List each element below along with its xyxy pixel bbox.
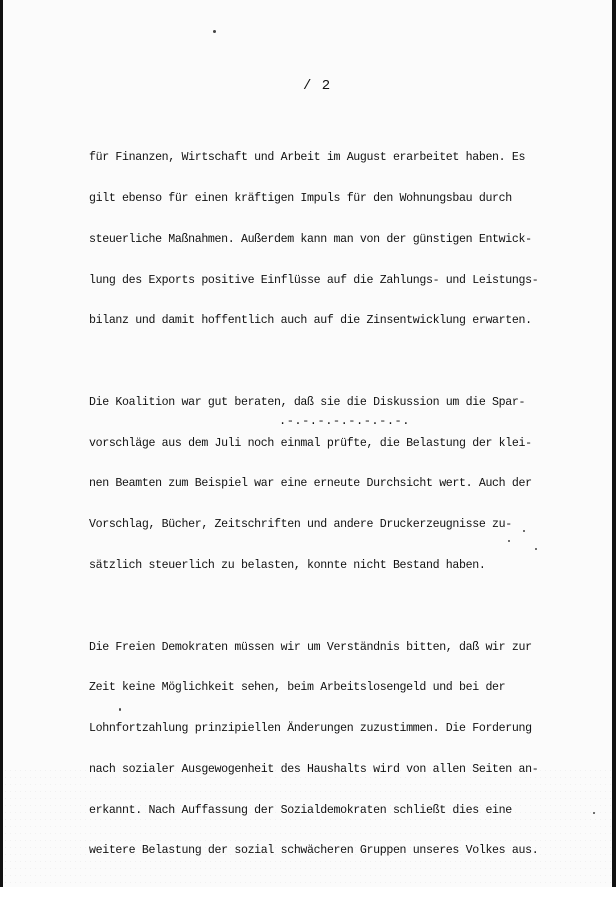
scan-speck [523,530,525,532]
text-line: Zeit keine Möglichkeit sehen, beim Arbeitslosengeld und bei der [89,681,506,695]
text-line: steuerliche Maßnahmen. Außerdem kann man von der günstigen Entwick- [89,232,532,246]
scan-speck [119,708,121,711]
text-line: Die Freien Demokraten müssen wir um Verständnis bitten, daß wir zur [89,640,532,654]
text-line: nen Beamten zum Beispiel war eine erneute Durchsicht wert. Auch der [89,477,532,491]
text-line: Die Koalition war gut beraten, daß sie die Diskussion um die Spar- [89,395,526,409]
text-line: weitere Belastung der sozial schwächeren Gruppen unseres Volkes aus. [89,844,539,858]
text-line: vorschläge aus dem Juli noch einmal prüfte, die Belastung der klei- [89,436,532,450]
text-line: für Finanzen, Wirtschaft und Arbeit im August erarbeitet haben. Es [89,151,526,165]
paragraph-1 [89,124,589,355]
text-line: Lohnfortzahlung prinzipiellen Änderungen zuzustimmen. Die Forderung [89,722,532,736]
scan-grain [3,767,612,887]
text-line: Vorschlag, Bücher, Zeitschriften und andere Druckerzeugnisse zu- [89,518,512,532]
end-separator: .-.-.-.-.-.-.-.-. [279,414,410,428]
text-line: bilanz und damit hoffentlich auch auf die Zinsentwicklung erwarten. [89,314,532,328]
scan-speck [213,30,216,33]
scan-speck [508,540,510,542]
text-line: lung des Exports positive Einflüsse auf die Zahlungs- und Leistungs- [89,273,539,287]
paragraph-2 [89,369,589,600]
text-line: gilt ebenso für einen kräftigen Impuls für den Wohnungsbau durch [89,191,512,205]
text-line: nach sozialer Ausgewogenheit des Haushalts wird von allen Seiten an- [89,762,539,776]
text-line: sätzlich steuerlich zu belasten, konnte nicht Bestand haben. [89,559,486,572]
page-number: / 2 [303,78,332,94]
text-line: erkannt. Nach Auffassung der Sozialdemokraten schließt dies eine [89,803,512,817]
scan-speck [535,548,537,550]
